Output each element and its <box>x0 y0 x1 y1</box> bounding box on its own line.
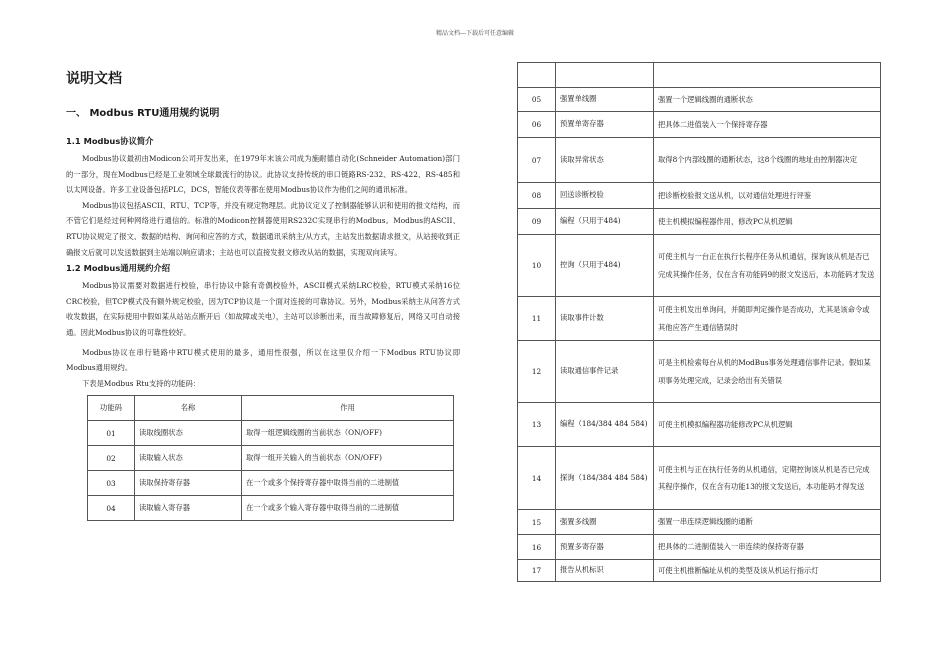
table-row <box>518 138 881 183</box>
cell-code: 13 <box>518 403 556 447</box>
cell-desc: 可使主机与正在执行任务的从机通信，定期控询该从机是否已完成其程序操作，仅在含有功能13的报文发送后，本功能码才得发送 <box>654 447 881 510</box>
cell-code: 01 <box>88 421 135 446</box>
cell-code: 03 <box>88 471 135 496</box>
cell-desc: 强置一个逻辑线圈的通断状态 <box>654 88 881 112</box>
cell-code: 12 <box>518 341 556 403</box>
cell-code: 08 <box>518 183 556 209</box>
cell-code: 16 <box>518 535 556 560</box>
right-column <box>517 62 881 582</box>
paragraph-general-2: Modbus协议在串行链路中RTU模式使用的最多，通用性很强，所以在这里仅介绍一下Modbus RTU协议即Modbus通用规约。 <box>66 347 460 373</box>
header-code: 功能码 <box>88 396 135 421</box>
cell-desc: 把诊断校验报文送从机，以对通信处理进行评鉴 <box>654 183 881 209</box>
cell-name: 读取保持寄存器 <box>135 471 242 496</box>
paragraph-intro-2: Modbus协议包括ASCII、RTU、TCP等，并没有规定物理层。此协议定义了控制器能够认识和使用的报文结构，而不管它们是经过何种网络进行通信的。标准的Modicon控制器使用RS232C实现串行的Modbus。Modbus的ASCII、RTU协议规定了报文、数据的结构、询问和应答的方式，数据通讯采纳主/从方式，主站发出数据请求报文，从站接收到正确报文后就可以发送数据到主站端以响应请求；主站也可以直接发报文修改从站的数据，实现双向读写。 <box>66 200 460 257</box>
cell-desc: 可是主机检索每台从机的ModBus事务处理通信事件记录。假如某项事务处理完成，记录会给出有关错误 <box>654 341 881 403</box>
cell-name: 预置单寄存器 <box>556 112 654 138</box>
cell-code: 11 <box>518 297 556 341</box>
cell-code: 14 <box>518 447 556 510</box>
table-row <box>518 510 881 535</box>
cell-desc: 把具体二进值装入一个保持寄存器 <box>654 112 881 138</box>
cell-code: 02 <box>88 446 135 471</box>
table-row <box>518 535 881 560</box>
cell-desc: 在一个或多个输入寄存器中取得当前的二进制值 <box>242 496 454 521</box>
cell-name: 预置多寄存器 <box>556 535 654 560</box>
cell-desc: 取得8个内部线圈的通断状态，这8个线圈的地址由控制器决定 <box>654 138 881 183</box>
table-row <box>88 471 454 496</box>
cell-name: 读取通信事件记录 <box>556 341 654 403</box>
subsection-heading-1-1: 1.1 Modbus协议简介 <box>66 136 154 146</box>
cell-desc: 使主机模拟编程器作用，修改PC从机逻辑 <box>654 209 881 235</box>
cell-name: 读取输入寄存器 <box>135 496 242 521</box>
subsection-heading-1-2: 1.2 Modbus通用规约介绍 <box>66 263 171 274</box>
header-name: 名称 <box>135 396 242 421</box>
paragraph-intro-1: Modbus协议最初由Modicon公司开发出来，在1979年末该公司成为施耐德自动化(Schneider Automation)部门的一部分，现在Modbus已经是工业领域全球最流行的协议。此协议支持传统的串口链路RS-232、RS-422、RS-485和以太网设备。许多工业设备包括PLC，DCS，智能仪表等都在使用Modbus协议作为他们之间的通讯标准。 <box>66 154 460 195</box>
cell-desc: 可使主机发出单询问，并随即判定操作是否成功，尤其是该命令或其他应答产生通信错误时 <box>654 297 881 341</box>
page-header: 精品文档---下载后可任意编辑 <box>435 30 515 37</box>
table-row <box>88 421 454 446</box>
cell-name: 探询（184/384 484 584) <box>556 447 654 510</box>
cell-desc: 强置一串连续逻辑线圈的通断 <box>654 510 881 535</box>
cell-name: 读取线圈状态 <box>135 421 242 446</box>
cell-desc <box>654 63 881 88</box>
section-heading-1: 一、 Modbus RTU通用规约说明 <box>66 108 220 119</box>
table-row <box>518 63 881 88</box>
cell-name: 强置多线圈 <box>556 510 654 535</box>
cell-code: 04 <box>88 496 135 521</box>
table-row <box>88 496 454 521</box>
table-header-row <box>88 396 454 421</box>
table-row <box>518 209 881 235</box>
cell-name: 读取异常状态 <box>556 138 654 183</box>
cell-name: 强置单线圈 <box>556 88 654 112</box>
cell-desc: 把具体的二进制值装入一串连续的保持寄存器 <box>654 535 881 560</box>
cell-code: 07 <box>518 138 556 183</box>
cell-desc: 取得一组逻辑线圈的当前状态（ON/OFF) <box>242 421 454 446</box>
table-row <box>518 560 881 582</box>
paragraph-general-1: Modbus协议需要对数据进行校验，串行协议中除有奇偶校验外，ASCII模式采纳LRC校验，RTU模式采纳16位CRC校验，但TCP模式没有额外规定校验，因为TCP协议是一个面对连接的可靠协议。另外，Modbus采纳主从问答方式收发数据，在实际使用中假如某从站站点断开后（如故障或关电），主站可以诊断出来，而当故障修复后，网络又可自动接通。因此Modbus协议的可靠性较好。 <box>66 281 460 337</box>
cell-code: 10 <box>518 235 556 297</box>
table-row <box>518 112 881 138</box>
table-row <box>518 235 881 297</box>
table-row <box>518 297 881 341</box>
cell-name: 读取输入状态 <box>135 446 242 471</box>
cell-name: 读取事件计数 <box>556 297 654 341</box>
cell-code: 09 <box>518 209 556 235</box>
table-intro: 下表是Modbus Rtu支持的功能码： <box>82 378 201 388</box>
table-row <box>518 403 881 447</box>
table-row <box>518 447 881 510</box>
cell-name: 控询（只用于484) <box>556 235 654 297</box>
left-column <box>66 64 460 521</box>
cell-code: 17 <box>518 560 556 582</box>
cell-desc: 可使主机推断编址从机的类型及该从机运行指示灯 <box>654 560 881 582</box>
table-row <box>88 446 454 471</box>
cell-desc: 可使主机模拟编程器功能修改PC从机逻辑 <box>654 403 881 447</box>
cell-name: 回送诊断校验 <box>556 183 654 209</box>
function-code-table-right <box>517 62 881 582</box>
cell-desc: 可使主机与一台正在执行长程序任务从机通信，探询该从机是否已完成其操作任务，仅在含有功能码9的报文发送后，本功能码才发送 <box>654 235 881 297</box>
document-title: 说明文档 <box>66 71 122 87</box>
cell-name: 编程（184/384 484 584) <box>556 403 654 447</box>
cell-desc: 取得一组开关输入的当前状态（ON/OFF) <box>242 446 454 471</box>
function-code-table-left <box>87 395 454 521</box>
cell-name: 报告从机标识 <box>556 560 654 582</box>
table-row <box>518 183 881 209</box>
cell-code: 05 <box>518 88 556 112</box>
cell-name <box>556 63 654 88</box>
cell-desc: 在一个或多个保持寄存器中取得当前的二进制值 <box>242 471 454 496</box>
table-row <box>518 88 881 112</box>
cell-code: 15 <box>518 510 556 535</box>
cell-name: 编程（只用于484) <box>556 209 654 235</box>
header-desc: 作用 <box>242 396 454 421</box>
cell-code: 06 <box>518 112 556 138</box>
cell-code <box>518 63 556 88</box>
table-row <box>518 341 881 403</box>
